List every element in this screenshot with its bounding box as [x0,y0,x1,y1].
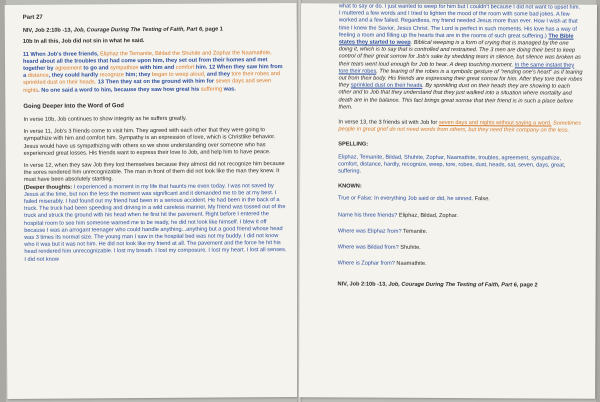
quiz-question-1: True or False: In everything Job said or did, he sinned. False. [337,195,490,203]
header-page: , page 1 [202,26,223,33]
commentary-verse-12: In verse 12, when they saw Job they lost themselves because they almost did not recognize him because the sores rendered him unrecognizable. The man in front of them did not look like the man they knew. It must have been absolutely startling. (Deeper thoughts: I experienced a moment in my life that haunts me even today. I was not saved by Jesus at the time, but non the less the moment was significant and it demanded me to be at my best. I failed miserably. I had found out my friend had been in a serious accident. He had been in the back of a truck. The truck had been speeding and driving in a wild careless manner. My friend was tossed out of the truck and struck the ground with his head when he first hit the pavement. Right before I entered the hospital room to see him someone warned me to be ready, he did not look like himself. I blew it off because I was an arrogant teenager who could handle anything...anything but a good friend whose head was 3 times its normal size. The young man I saw in the hospital bed was not my buddy. I did not know who it was but it was not him. He did not look like my friend at all. The pavement and the force he hit his head rendered him unrecognizable. I lost my breath. I lost my composure. I lost my heart. I lost all senses. I did not know [23,161,287,263]
verse-10b: 10b In all this, Job did not sin in what he said. [22,38,145,46]
right-page-footer: NIV, Job 2:10b -13, Job, Courage During The Testing of Faith, Part 6, page 2 [337,281,538,289]
quiz-question-3: Where was Eliphaz from? Temanite. [337,228,428,235]
section-title: Going Deeper Into the Word of God [23,103,124,110]
continued-commentary: what to say or do. I just wanted to weep for him but I couldn't because I did not want to upset him. I muttered a few words and I tried to lighten the mood of the room with some bad jokes. A few worked and a few failed. Regardless, my friend needed Jesus more than ever. How I wish at that time I knew the Savior, Jesus Christ. The Lord is perfect in such moments. His love has a way of feeling a room and filling up the hearts that are in the rooms of such great suffering.) The Bible states they started to weep. Biblical weeping is a form of crying that is managed by the one doing it, which is to say that is controlled and restrained. The 3 men are doing their best to keep control of their great sorrow for Job's sake by shedding tears in silence, but silence was broken as their tears went loud enough for Job to hear. A deep touching moment. In the same instant they tore their robes. The tearing of the robes is a symbolic gesture of "rending one's heart" as if tearing out from their body. His friends are expressing their great sorrow for him. After they tore their robes they sprinkled dust on their heads. By sprinkling dust on their heads they are showing to each other and to Job that they understand that they just walked into a situation where mortality and death are in the balance. This fact brings great sorrow that their friend is in such a place before them. [338,3,583,111]
quiz-question-4: Where was Bildad from? Shuhite. [337,244,421,251]
right-page [299,3,597,399]
deeper-thoughts-label: (Deeper thoughts: [23,184,74,191]
bible-weep-underline: The Bible states they started to weep [338,33,574,46]
header-title: Job, Courage During The Testing of Faith, Part 6 [73,26,203,34]
commentary-verse-11: In verse 11, Job's 3 friends come to visit him. They agreed with each other that they were going to sympathize with him and comfort him. Sympathy is an expression of love, which is Christlike behavior. Jesus would have us sympathizing with others so we show understanding over someone who has experienced great losses. His friends want to express their love to Job, and help him to have peace. [23,127,276,157]
left-page [5,3,300,399]
quiz-question-5: Where is Zophar from? Naamathite. [337,260,427,268]
tore-robes-underline: In the same instant they tore their robes [338,61,575,75]
left-page-header [23,26,287,35]
known-label: KNOWN: [338,183,362,190]
commentary-verse-10b: In verse 10b, Job continues to show integrity as he suffers greatly. [23,115,187,123]
deeper-thoughts-text: I experienced a moment in my life that haunts me even today. I was not saved by Jesus at the time, but non the less the moment was significant and it demanded me to be at my best. I failed miserably. I had found out my friend had been in a serious accident. He had been in the back of a truck. The truck had been speeding and driving in a wild careless manner. My friend was tossed out of the truck and struck the ground with his head when he first hit the pavement. Right before I entered the hospital room to see him someone warned me to be ready, he did not look like himself. I blew it off because I was an arrogant teenager who could handle anything...anything but a good friend whose head was 3 times its normal size. The young man I saw in the hospital bed was not my buddy. I did not know who it was but it was not him. He did not look like my friend at all. The pavement and the force he hit his head rendered him unrecognizable. I lost my breath. I lost my composure. I lost my heart. I lost all senses. I did not know [23,182,287,263]
dust-underline: sprinkled dust on their heads [350,82,423,90]
part-number: Part 27 [22,14,43,21]
spelling-label: SPELLING: [338,141,369,149]
scripture-passage: 11 When Job's three friends, Eliphaz the Temanite, Bildad the Shuhite and Zophar the Naamathite, heard about all the troubles that had come upon him, they set out from their homes and met together by agreement to go and sympathize with him and comfort him. 12 When they saw him from a distance, they could hardly recognize him; they began to weep aloud, and they tore their robes and sprinkled dust on their heads. 13 Then they sat on the ground with him for seven days and seven nights. No one said a word to him, because they saw how great his suffering was. [22,49,283,94]
header-reference: NIV, Job 2:10b -13, [22,27,74,35]
spelling-words: Eliphaz, Temanite, Bildad, Shuhite, Zophar, Naamathite, troubles, agreement, sympathize, comfort, distance, hardly, recognize, weep, tore, robes, dust, heads, sat, seven, days, great, suffering. [338,154,566,175]
quiz-question-2: Name his three friends? Eliphaz, Bildad, Zophar. [337,212,458,219]
commentary-verse-13: In verse 13, the 3 friends sit with Job for seven days and nights without saying a word. Sometimes people in great grief do not need words from others, but they need their company on the less. [338,119,581,134]
